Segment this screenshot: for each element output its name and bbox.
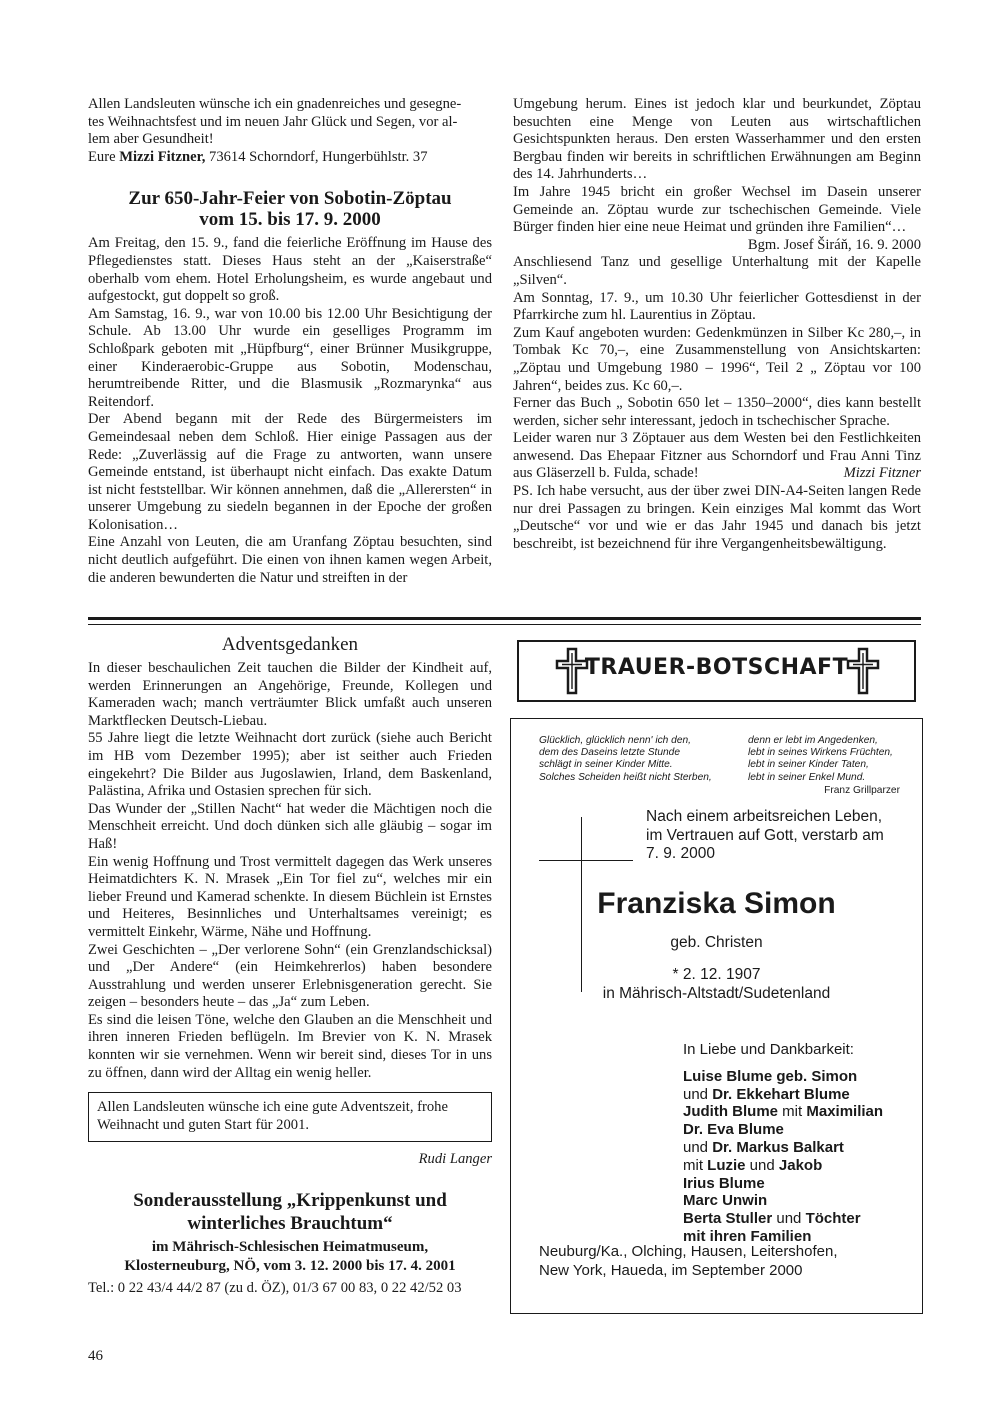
place-line: New York, Haueda, im September 2000 bbox=[539, 1261, 803, 1279]
poem-line: Solches Scheiden heißt nicht Sterben, bbox=[539, 771, 712, 783]
exhibition-notice bbox=[88, 1189, 492, 1276]
exhibition-phone: Tel.: 0 22 43/4 44/2 87 (zu d. ÖZ), 01/3 67 00 83, 0 22 42/52 03 bbox=[88, 1280, 462, 1297]
mourner-name: Judith Blume bbox=[683, 1103, 779, 1121]
connector: mit bbox=[778, 1103, 807, 1121]
mourner-name: Berta Stuller bbox=[683, 1210, 773, 1228]
paragraph: Der Abend begann mit der Rede des Bürgermeisters im Gemeindesaal neben dem Schloß. Hier einige Passagen aus der Rede: „Zuverlässig auf die Frage zu antworten, wann unsere Gemeinde entstand, ist überhaupt nicht einfach. Das exakte Datum ist nicht feststellbar. Wir können annehmen, daß die „Allerersten“ in unserer Umgebung zu siedeln begannen in der Epoche der großen Kolonisation… bbox=[88, 411, 492, 533]
poem-line: schlägt in seiner Kinder Mitte. bbox=[539, 759, 673, 771]
mayor-signature: Bgm. Josef Širáň, 16. 9. 2000 bbox=[747, 236, 921, 253]
obituary-header-title: TRAUER-BOTSCHAFT bbox=[584, 655, 849, 680]
mourner bbox=[683, 1175, 883, 1193]
paragraph: Das Wunder der „Stillen Nacht“ hat weder die Mächtigen noch die Menschheit erreicht. Und doch dünken sich alle gläubig – sogar im Haß! bbox=[88, 800, 492, 852]
paragraph: Anschliesend Tanz und gesellige Unterhaltung mit der Kapelle „Silven“. bbox=[513, 254, 921, 288]
connector: und bbox=[683, 1085, 713, 1103]
signoff-name: Mizzi Fitzner, bbox=[119, 148, 206, 165]
intro-line: Nach einem arbeitsreichen Leben, bbox=[646, 808, 883, 825]
advent-author: Rudi Langer bbox=[418, 1151, 492, 1168]
exhibition-title-2: winterliches Brauchtum“ bbox=[187, 1213, 393, 1235]
author-signature: Mizzi Fitzner bbox=[843, 465, 921, 482]
connector: und bbox=[745, 1156, 779, 1174]
mourner-name: Jakob bbox=[778, 1156, 823, 1174]
signoff-address: 73614 Schorndorf, Hungerbühlstr. 37 bbox=[205, 148, 428, 165]
obituary-intro bbox=[646, 808, 884, 864]
advent-title: Adventsgedanken bbox=[221, 634, 359, 655]
poem-right bbox=[748, 735, 893, 784]
greeting-line: Allen Landsleuten wünsche ich ein gnadenreiches und gesegne- bbox=[88, 96, 462, 112]
intro-line: im Vertrauen auf Gott, verstarb am bbox=[646, 826, 884, 844]
paragraph bbox=[513, 183, 921, 253]
mourner-name: Luise Blume geb. Simon bbox=[683, 1067, 858, 1085]
heading-line-1: Zur 650-Jahr-Feier von Sobotin-Zöptau bbox=[128, 188, 452, 210]
greeting-box: Allen Landsleuten wünsche ich eine gute Adventszeit, frohe Weihnacht und guten Start für 2001. bbox=[88, 1092, 492, 1142]
mourner bbox=[683, 1086, 883, 1104]
poem-line: dem des Daseins letzte Stunde bbox=[539, 747, 681, 759]
greeting-line: lem aber Gesundheit! bbox=[88, 131, 214, 148]
mourner bbox=[683, 1210, 883, 1228]
obituary-notice bbox=[510, 718, 923, 1314]
deceased-name: Franziska Simon bbox=[597, 887, 836, 920]
paragraph: Zum Kauf angeboten wurden: Gedenkmünzen in Silber Kc 280,–, in Tombak Kc 70,–, eine Zusammenstellung von Ansichtskarten: „Zöptau und Umgebung 1980 – 1996“, Teil 2 „ Zöptau vor 100 Jahren“, beides zus. Kc 60,–. bbox=[513, 324, 921, 394]
paragraph: Eine Anzahl von Leuten, die am Uranfang Zöptau besuchten, sind nicht deutlich aufgeführt. Die einen von ihnen kamen wegen Arbeit, die anderen bewunderten die Natur und streiften in der bbox=[88, 534, 492, 586]
paragraph: PS. Ich habe versucht, aus der über zwei DIN-A4-Seiten langen Rede nur drei Passagen zu bringen. Kein einziges Mal kommt das Wort „Deutsche“ vor und wie er das Jahr 1945 und danach bis jetzt beschreibt, ist bezeichnend für ihre Vergangenheitsbewältigung. bbox=[513, 483, 921, 552]
paragraph: 55 Jahre liegt die letzte Weihnacht dort zurück (siehe auch Bericht im HB vom Dezember 1995); aber ist seither auch Frieden eingekehrt? Die Bilder aus Jugoslawien, Irland, dem Baskenland, Palästina, Afrika und Ostasien sprechen für sich. bbox=[88, 730, 492, 800]
signoff bbox=[88, 149, 492, 167]
mourner-name: Luzie bbox=[707, 1156, 746, 1174]
mourner-name: Dr. Ekkehart Blume bbox=[712, 1085, 850, 1103]
paragraph: Ein wenig Hoffnung und Trost vermittelt dagegen das Werk unseres Heimatdichters K. N. Mrasek „Ein Tor fiel zu“, welches mir ein lieber Freund und Kamerad schenkte. In diesem Büchlein ist Ernstes und Heiteres, Besinnliches und Unterhaltsames vereinigt; es vermittelt Einkehr, Wärme, Nähe und Hoffnung. bbox=[88, 853, 492, 940]
place-line: Neuburg/Ka., Olching, Hausen, Leitershofen, bbox=[539, 1243, 838, 1260]
column-top-left bbox=[88, 96, 492, 587]
mourners-lead: In Liebe und Dankbarkeit: bbox=[683, 1041, 854, 1058]
mourner bbox=[683, 1068, 883, 1086]
mourner bbox=[683, 1121, 883, 1139]
mourner bbox=[683, 1157, 883, 1175]
maiden-name: geb. Christen bbox=[670, 934, 763, 951]
paragraph: Zwei Geschichten – „Der verlorene Sohn“ (ein Grenzlandschicksal) und „Der Andere“ (ein Heimkehrerlos) haben besondere Ausstrahlung und werden unserer Erlebnisgeneration gerecht. Sie zeigen – besonders heute – das „Ja“ zum Leben. bbox=[88, 941, 492, 1011]
exhibition-dates: Klosterneuburg, NÖ, vom 3. 12. 2000 bis 17. 4. 2001 bbox=[124, 1258, 456, 1275]
birth-date: * 2. 12. 1907 bbox=[672, 966, 761, 983]
mourner-name: Maximilian bbox=[806, 1103, 884, 1121]
birth-place: in Mährisch-Altstadt/Sudetenland bbox=[602, 984, 831, 1002]
paragraph: Ferner das Buch „ Sobotin 650 let – 1350–2000“, dies kann bestellt werden, sicher sehr interessant, jedoch in tschechischer Sprache. bbox=[513, 395, 921, 429]
mourner-name: Irius Blume bbox=[683, 1174, 765, 1192]
paragraph: Es sind die leisen Töne, welche den Glauben an die Menschheit und ihren inneren Frieden beflügeln. Im Brevier von K. N. Mrasek konnten wir sie vernehmen. Wenn wir bereit sind, dieses Tor in uns zu öffnen, dann wird der Alltag ein wenig heller. bbox=[88, 1011, 492, 1081]
mourner bbox=[683, 1103, 883, 1121]
poem-line: Glücklich, glücklich nenn' ich den, bbox=[539, 735, 692, 746]
exhibition-title-1: Sonderausstellung „Krippenkunst und bbox=[133, 1190, 447, 1212]
cross-icon bbox=[846, 647, 880, 695]
page-number: 46 bbox=[88, 1348, 103, 1364]
mourner-name: Dr. Eva Blume bbox=[683, 1121, 784, 1139]
mourner bbox=[683, 1192, 883, 1210]
paragraph: Am Sonntag, 17. 9., um 10.30 Uhr feierlicher Gottesdienst in der Pfarrkirche zum hl. Laurentius in Zöptau. bbox=[513, 289, 921, 324]
poem-line: lebt in seiner Kinder Taten, bbox=[748, 759, 869, 771]
poem-line: denn er lebt im Angedenken, bbox=[748, 735, 878, 746]
paragraph: Am Freitag, den 15. 9., fand die feierliche Eröffnung im Hause des Pflegedienstes statt. Dieses Haus steht an der „Kaiserstraße“ oberhalb vom ehem. Hotel Erholungsheim, es wurde angebaut und aufgestockt, gut doppelt so groß. bbox=[88, 235, 492, 305]
mourner-name: Töchter bbox=[805, 1210, 861, 1228]
mourner bbox=[683, 1139, 883, 1157]
mourner-name: Marc Unwin bbox=[683, 1192, 768, 1210]
paragraph: Umgebung herum. Eines ist jedoch klar und beurkundet, Zöptau besuchten eine Menge von Leuten aus wirtschaftlichen Gesichtspunkten heraus. Den ersten Wasserhammer und den ersten Bergbau finden wir bereits in schriftlichen Erwähnungen am Beginn des 14. Jahrhunderts… bbox=[513, 96, 921, 183]
cross-line-horizontal bbox=[539, 860, 633, 861]
poem-left bbox=[539, 735, 712, 784]
paragraph: In dieser beschaulichen Zeit tauchen die Bilder der Kindheit auf, werden Erinnerungen an Angehörige, Freunde, Kollegen und Kameraden wach; manch verträumter Blick umfaßt auch unseren Marktflecken Deutsch-Liebau. bbox=[88, 660, 492, 729]
poem-line: lebt in seines Wirkens Früchten, bbox=[748, 747, 893, 759]
exhibition-venue: im Mährisch-Schlesischen Heimatmuseum, bbox=[151, 1239, 429, 1256]
obituary-place-date bbox=[539, 1243, 838, 1280]
column-bottom-left bbox=[88, 634, 492, 1298]
greeting-line: tes Weihnachtsfest und im neuen Jahr Glück und Segen, vor al- bbox=[88, 113, 458, 130]
mourner-name: Dr. Markus Balkart bbox=[712, 1138, 844, 1156]
paragraph: Am Samstag, 16. 9., war von 10.00 bis 12.00 Uhr Besichtigung der Schule. Ab 13.00 Uhr wurde ein geselliges Programm im Schloßpark geboten mit „Hüpfburg“, einer Brünner Musikgruppe, einer Kinderaerobic-Gruppe aus Sobotin, Modenschau, herumtreibende Ritter, und die Blasmusik „Rozmarynka“ aus Reitendorf. bbox=[88, 305, 492, 410]
section-divider-thin bbox=[88, 624, 921, 625]
paragraph-text: Im Jahre 1945 bricht ein großer Wechsel im Dasein unserer Gemeinde an. Zöptau wurde zur tschechischen Gemeinde. Viele Bürger finden hier eine neue Heimat und gründen ihre Familien“… bbox=[513, 183, 921, 236]
paragraph-text: Leider waren nur 3 Zöptauer aus dem Westen bei den Festlichkeiten anwesend. Das Ehepaar Fitzner aus Schorndorf und Frau Anni Tinz aus Gläserzell b. Fulda, schade! bbox=[513, 430, 921, 482]
article-heading bbox=[88, 188, 492, 230]
column-top-right bbox=[513, 96, 921, 553]
heading-line-2: vom 15. bis 17. 9. 2000 bbox=[199, 209, 381, 231]
mourner-name: mit ihren Familien bbox=[683, 1227, 812, 1245]
connector: und bbox=[772, 1210, 806, 1228]
connector: und bbox=[683, 1138, 713, 1156]
intro-line: 7. 9. 2000 bbox=[646, 845, 715, 862]
poem-line: lebt in seiner Enkel Mund. bbox=[748, 771, 866, 783]
obituary-header-box bbox=[517, 640, 916, 702]
mourners-list bbox=[683, 1041, 883, 1246]
signoff-prefix: Eure bbox=[88, 148, 120, 165]
connector: mit bbox=[683, 1156, 708, 1174]
birth-info bbox=[511, 966, 922, 1003]
poem-author: Franz Grillparzer bbox=[824, 785, 900, 796]
section-divider bbox=[88, 617, 921, 620]
paragraph bbox=[513, 430, 921, 483]
